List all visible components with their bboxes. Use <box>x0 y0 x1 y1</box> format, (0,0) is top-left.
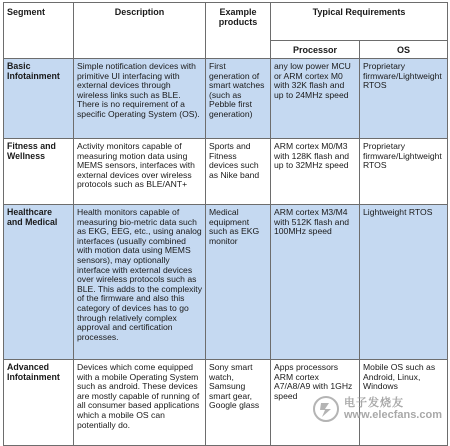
header-processor: Processor <box>271 41 360 59</box>
cell-description: Activity monitors capable of measuring motion data using MEMS sensors, interfaces with external devices over wireless protocols such as BLE/ANT+ <box>74 139 206 205</box>
table-row <box>4 139 448 205</box>
cell-os: Lightweight RTOS <box>360 205 448 360</box>
table-row <box>4 205 448 360</box>
cell-segment: Healthcare and Medical <box>4 205 74 360</box>
header-segment: Segment <box>4 3 74 59</box>
cell-segment: Fitness and Wellness <box>4 139 74 205</box>
table-row <box>4 59 448 139</box>
cell-processor: any low power MCU or ARM cortex M0 with 32K flash and up to 24MHz speed <box>271 59 360 139</box>
cell-processor: Apps processors ARM cortex A7/A8/A9 with 1GHz speed <box>271 360 360 446</box>
cell-description: Devices which come equipped with a mobile Operating System such as android. These devices are mostly capable of running of all consumer based applications which a mobile OS can potentially do. <box>74 360 206 446</box>
cell-processor: ARM cortex M3/M4 with 512K flash and 100MHz speed <box>271 205 360 360</box>
cell-example-products: First generation of smart watches (such as Pebble first generation) <box>206 59 271 139</box>
cell-os: Mobile OS such as Android, Linux, Windows <box>360 360 448 446</box>
elecfans-logo-icon <box>312 395 340 423</box>
header-typical-requirements: Typical Requirements <box>271 3 448 41</box>
cell-segment: Basic Infotainment <box>4 59 74 139</box>
cell-os: Proprietary firmware/Lightweight RTOS <box>360 139 448 205</box>
cell-segment: Advanced Infotainment <box>4 360 74 446</box>
cell-description: Health monitors capable of measuring bio-metric data such as EKG, EEG, etc., using analog interfaces (usually combined with motion data using MEMS sensors), may optionally interface with external devices over wireless protocols such as BLE. This adds to the complexity of the firmware and also this category of devices has to go through relatively complex approval and certification processes. <box>74 205 206 360</box>
header-example-products: Example products <box>206 3 271 59</box>
header-os: OS <box>360 41 448 59</box>
cell-description: Simple notification devices with primitive UI interfacing with external devices through wireless links such as BLE. There is no requirement of a specific Operating System (OS). <box>74 59 206 139</box>
requirements-table <box>3 2 448 446</box>
cell-os: Proprietary firmware/Lightweight RTOS <box>360 59 448 139</box>
cell-example-products: Sports and Fitness devices such as Nike band <box>206 139 271 205</box>
watermark <box>312 395 442 423</box>
cell-processor: ARM cortex M0/M3 with 128K flash and up to 32MHz speed <box>271 139 360 205</box>
cell-example-products: Medical equipment such as EKG monitor <box>206 205 271 360</box>
watermark-url: www.elecfans.com <box>343 409 442 421</box>
watermark-brand: 电子发烧友 <box>343 396 404 409</box>
cell-example-products: Sony smart watch, Samsung smart gear, Google glass <box>206 360 271 446</box>
header-description: Description <box>74 3 206 59</box>
